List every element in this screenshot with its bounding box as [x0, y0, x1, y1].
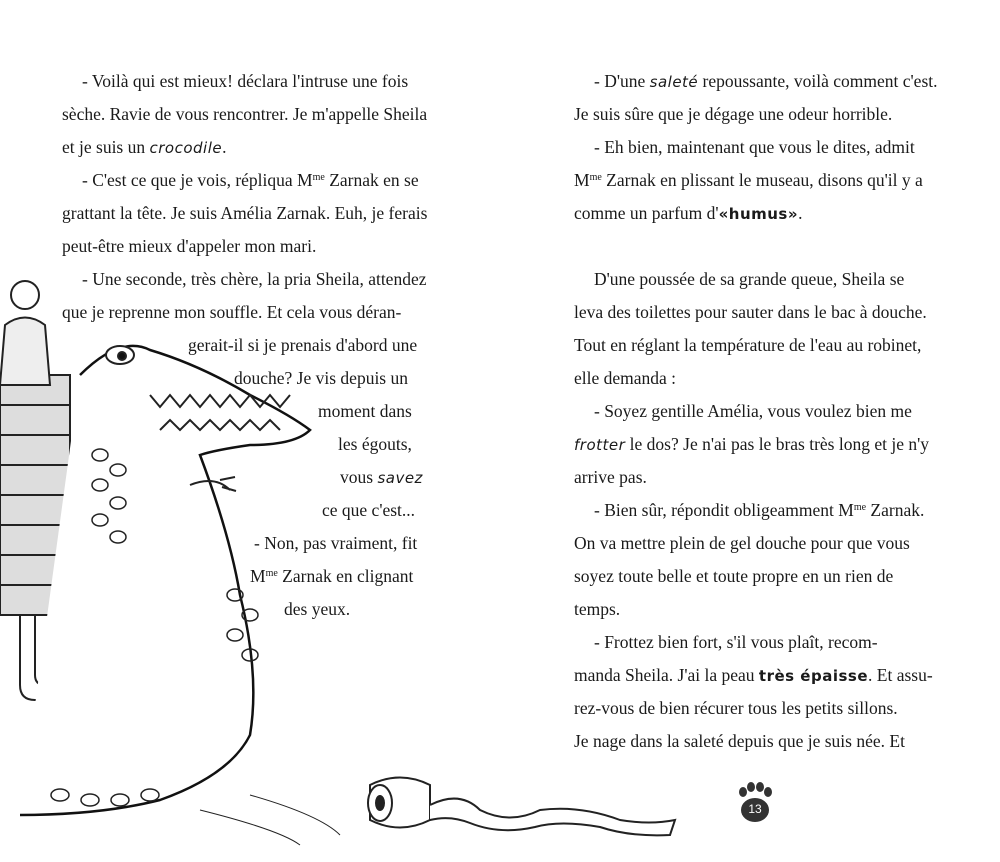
- line-text: - Frottez bien fort, s'il vous plaît, recom-: [594, 632, 878, 652]
- handwritten-word: très épaisse: [758, 667, 869, 685]
- text-line: [318, 400, 426, 422]
- text-line: [574, 598, 620, 620]
- line-text: Je suis sûre que je dégage une odeur horrible.: [574, 104, 893, 124]
- line-text: - Une seconde, très chère, la pria Sheila, attendez: [82, 269, 427, 289]
- line-text: gerait-il si je prenais d'abord une: [188, 335, 418, 355]
- line-text: Zarnak en se: [324, 170, 419, 190]
- handwritten-word: savez: [377, 469, 423, 487]
- text-line: [574, 664, 933, 687]
- line-text: et je suis un: [62, 137, 150, 157]
- line-text: les égouts,: [338, 434, 412, 454]
- line-text: - Non, pas vraiment, fit: [254, 533, 418, 553]
- text-line: [574, 169, 923, 191]
- text-line: [62, 136, 226, 159]
- text-line: [594, 631, 878, 653]
- line-text: soyez toute belle et toute propre en un rien de: [574, 566, 894, 586]
- text-line: [574, 532, 910, 554]
- text-line: [574, 565, 893, 587]
- line-text: sèche. Ravie de vous rencontrer. Je m'appelle Sheila: [62, 104, 428, 124]
- line-text: Zarnak en clignant: [277, 566, 414, 586]
- line-text: D'une poussée de sa grande queue, Sheila se: [594, 269, 905, 289]
- line-text: ce que c'est...: [322, 500, 416, 520]
- line-text: grattant la tête. Je suis Amélia Zarnak. Euh, je ferais: [62, 203, 428, 223]
- text-line: [594, 268, 904, 290]
- line-text: . Et assu-: [868, 665, 933, 685]
- text-line: [284, 598, 350, 620]
- text-line: [188, 334, 417, 356]
- text-line: [234, 367, 408, 389]
- line-text: .: [798, 203, 803, 223]
- text-line: [254, 532, 417, 554]
- text-line: [322, 499, 415, 521]
- text-line: [574, 466, 647, 488]
- superscript: me: [312, 172, 325, 183]
- line-text: douche? Je vis depuis un: [234, 368, 408, 388]
- text-line: [62, 235, 316, 257]
- text-line: [594, 400, 912, 422]
- line-text: .: [222, 137, 227, 157]
- line-text: Je nage dans la saleté depuis que je suis née. Et: [574, 731, 905, 751]
- text-line: [574, 433, 929, 456]
- text-line: [594, 70, 938, 93]
- line-text: que je reprenne mon souffle. Et cela vous déran-: [62, 302, 402, 322]
- line-text: On va mettre plein de gel douche pour que vous: [574, 533, 910, 553]
- handwritten-word: frotter: [574, 436, 626, 454]
- line-text: comme un parfum d': [574, 203, 719, 223]
- line-text: des yeux.: [284, 599, 351, 619]
- line-text: - Bien sûr, répondit obligeamment M: [594, 500, 854, 520]
- text-line: [62, 202, 427, 224]
- line-text: manda Sheila. J'ai la peau: [574, 665, 759, 685]
- text-line: [594, 499, 924, 521]
- handwritten-word: crocodile: [149, 139, 223, 157]
- handwritten-word: «humus»: [718, 205, 799, 223]
- text-line: [250, 565, 413, 587]
- line-text: vous: [340, 467, 378, 487]
- line-text: leva des toilettes pour sauter dans le bac à douche.: [574, 302, 927, 322]
- superscript: me: [265, 568, 278, 579]
- text-line: [82, 70, 440, 92]
- text-line: [574, 202, 802, 225]
- line-text: Zarnak en plissant le museau, disons qu'il y a: [601, 170, 923, 190]
- handwritten-word: saleté: [649, 73, 699, 91]
- line-text: Tout en réglant la température de l'eau au robinet,: [574, 335, 922, 355]
- superscript: me: [853, 502, 867, 513]
- text-line: [338, 433, 412, 455]
- text-line: [82, 268, 427, 290]
- line-text: le dos? Je n'ai pas le bras très long et je n'y: [625, 434, 930, 454]
- line-text: Zarnak.: [866, 500, 925, 520]
- superscript: me: [589, 172, 602, 183]
- line-text: - D'une: [594, 71, 650, 91]
- line-text: peut-être mieux d'appeler mon mari.: [62, 236, 317, 256]
- line-text: moment dans: [318, 401, 412, 421]
- line-text: rez-vous de bien récurer tous les petits sillons.: [574, 698, 898, 718]
- text-line: [574, 367, 676, 389]
- line-text: - Soyez gentille Amélia, vous voulez bien me: [594, 401, 912, 421]
- line-text: repoussante, voilà comment c'est.: [698, 71, 938, 91]
- text-line: [574, 697, 898, 719]
- line-text: temps.: [574, 599, 621, 619]
- line-text: - Voilà qui est mieux! déclara l'intruse une fois: [82, 71, 409, 91]
- line-text: elle demanda :: [574, 368, 677, 388]
- text-line: [574, 730, 905, 752]
- page-number: 13: [748, 802, 762, 816]
- line-text: - Eh bien, maintenant que vous le dites, admit: [594, 137, 915, 157]
- text-line: [62, 103, 440, 125]
- line-text: M: [250, 566, 266, 586]
- text-line: [574, 301, 927, 323]
- right-page: [500, 0, 1000, 862]
- text-line: [574, 334, 921, 356]
- line-text: - C'est ce que je vois, répliqua M: [82, 170, 313, 190]
- text-line: [574, 103, 892, 125]
- line-text: arrive pas.: [574, 467, 647, 487]
- text-line: [82, 169, 419, 191]
- text-line: [340, 466, 423, 489]
- text-line: [62, 301, 401, 323]
- line-text: M: [574, 170, 590, 190]
- text-line: [594, 136, 915, 158]
